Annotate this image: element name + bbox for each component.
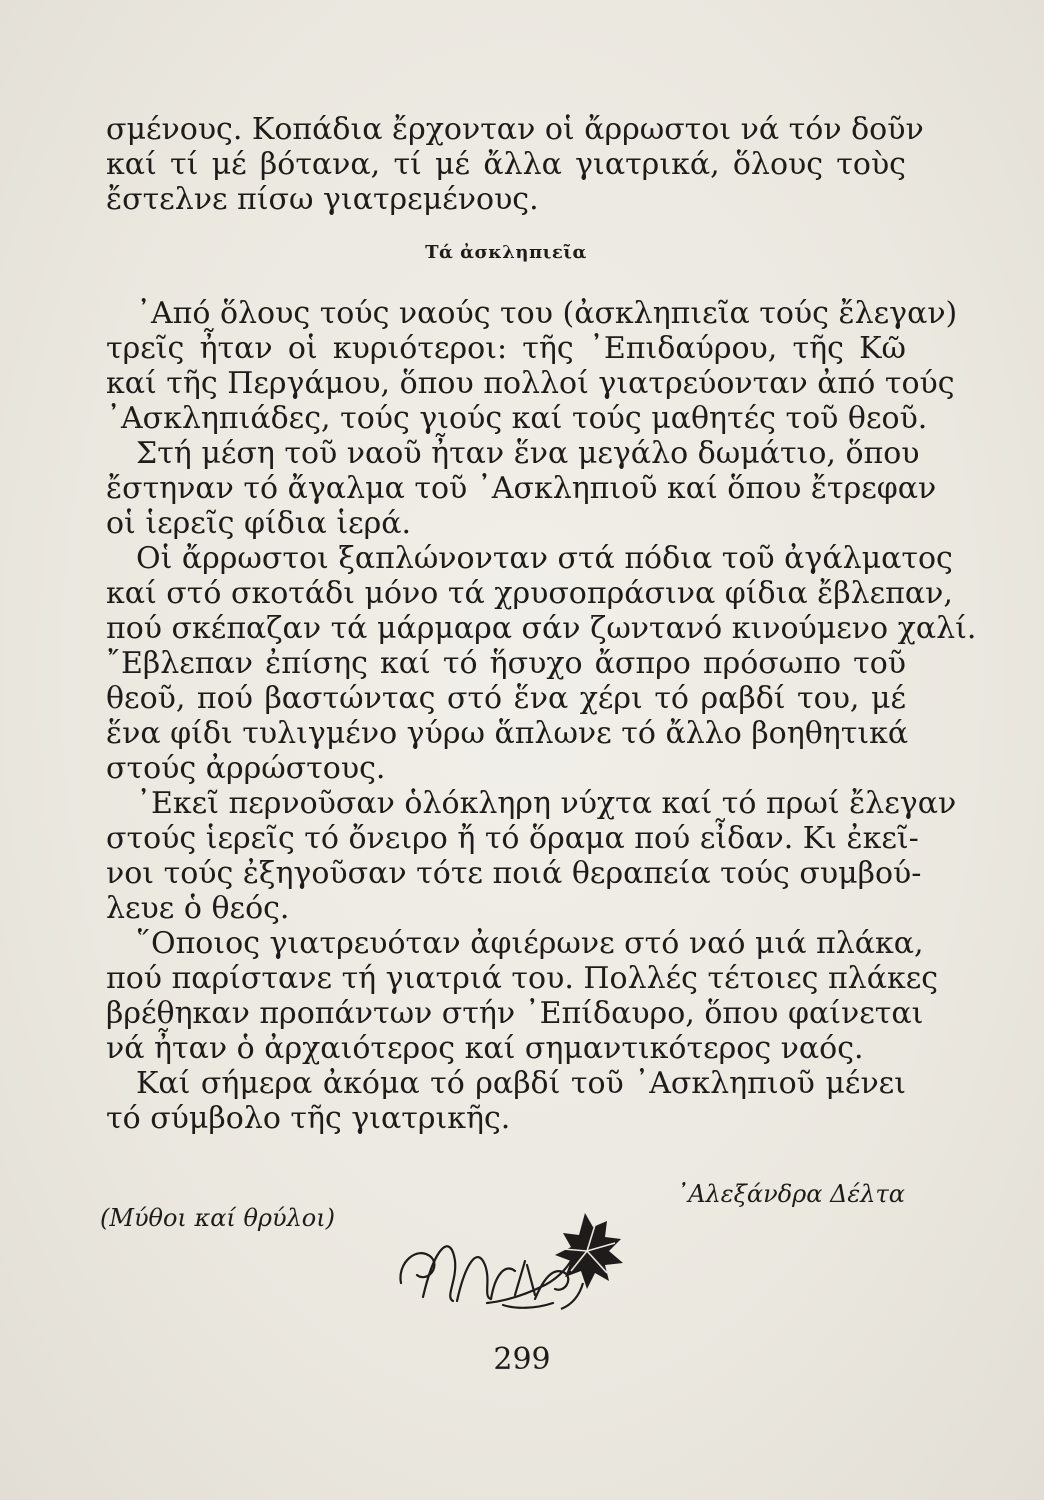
text-line: ἕνα φίδι τυλιγμένο γύρω ἅπλωνε τό ἄλλο βοηθητικά (106, 716, 909, 751)
text-line: στούς ἱερεῖς τό ὄνειρο ἤ τό ὅραμα πού εἶδαν. Κι ἐκεῖ- (106, 821, 919, 856)
text-line: λευε ὁ θεός. (106, 891, 290, 926)
text-line: ῞Οποιος γιατρευόταν ἀφιέρωνε στό ναό μιά πλάκα, (136, 926, 924, 961)
text-line: καί στό σκοτάδι μόνο τά χρυσοπράσινα φίδια ἔβλεπαν, (106, 576, 953, 611)
text-line: σμένους. Κοπάδια ἔρχονταν οἱ ἄρρωστοι νά τόν δοῦν (106, 112, 924, 147)
text-line: θεοῦ, πού βαστώντας στό ἕνα χέρι τό ραβδί του, μέ (106, 681, 906, 716)
text-line: ᾿Από ὅλους τούς ναούς του (ἀσκληπιεῖα τούς ἔλεγαν) (136, 296, 958, 331)
paragraph-6 (106, 926, 939, 1066)
text-line: Στή μέση τοῦ ναοῦ ἦταν ἕνα μεγάλο δωμάτιο, ὅπου (136, 436, 920, 471)
text-line: νά ἦταν ὁ ἀρχαιότερος καί σημαντικότερος ναός. (106, 1031, 864, 1066)
text-line: Οἱ ἄρρωστοι ξαπλώνονταν στά πόδια τοῦ ἀγάλματος (136, 541, 953, 576)
paragraph-4 (106, 541, 977, 786)
paragraph-2 (106, 296, 958, 436)
text-line: καί τί μέ βότανα, τί μέ ἄλλα γιατρικά, ὅλους τοὺς (106, 147, 906, 182)
text-line: ἔστηναν τό ἄγαλμα τοῦ ᾿Ασκληπιοῦ καί ὅπου ἔτρεφαν (106, 471, 937, 506)
text-line: πού σκέπαζαν τά μάρμαρα σάν ζωντανό κινούμενο χαλί. (106, 611, 977, 646)
source-title: (Μύθοι καί θρύλοι) (100, 1204, 336, 1232)
text-line: πού παρίστανε τή γιατριά του. Πολλές τέτοιες πλάκες (106, 961, 939, 996)
page-number: 299 (493, 1342, 551, 1377)
paragraph-1 (106, 112, 924, 217)
text-line: οἱ ἱερεῖς φίδια ἱερά. (106, 506, 412, 541)
text-line: καί τῆς Περγάμου, ὅπου πολλοί γιατρεύονταν ἀπό τούς (106, 366, 955, 401)
paragraph-7 (106, 1066, 906, 1136)
text-line: ᾿Ασκληπιάδες, τούς γιούς καί τούς μαθητές τοῦ θεοῦ. (106, 401, 928, 436)
text-line: τρεῖς ἦταν οἱ κυριότεροι: τῆς ᾿Επιδαύρου, τῆς Κῶ (106, 331, 906, 366)
text-line: Καί σήμερα ἀκόμα τό ραβδί τοῦ ᾿Ασκληπιοῦ μένει (136, 1066, 906, 1101)
text-line: στούς ἀρρώστους. (106, 751, 386, 786)
text-line: βρέθηκαν προπάντων στήν ᾿Επίδαυρο, ὅπου φαίνεται (106, 996, 924, 1031)
paragraph-5 (106, 786, 957, 926)
text-line: ῎Εβλεπαν ἐπίσης καί τό ἥσυχο ἄσπρο πρόσωπο τοῦ (106, 646, 906, 681)
text-line: τό σύμβολο τῆς γιατρικῆς. (106, 1101, 511, 1136)
author-name: ᾿Αλεξάνδρα Δέλτα (676, 1180, 905, 1208)
paragraph-3 (106, 436, 937, 541)
text-line: νοι τούς ἐξηγοῦσαν τότε ποιά θεραπεία τούς συμβού- (106, 856, 922, 891)
text-line: ᾿Εκεῖ περνοῦσαν ὁλόκληρη νύχτα καί τό πρωί ἔλεγαν (136, 786, 957, 821)
text-line: ἔστελνε πίσω γιατρεμένους. (106, 182, 539, 217)
section-heading: Τά ἀσκληπιεῖα (425, 242, 587, 263)
vine-leaf-ornament-icon (395, 1205, 655, 1315)
page-text (106, 112, 977, 1136)
